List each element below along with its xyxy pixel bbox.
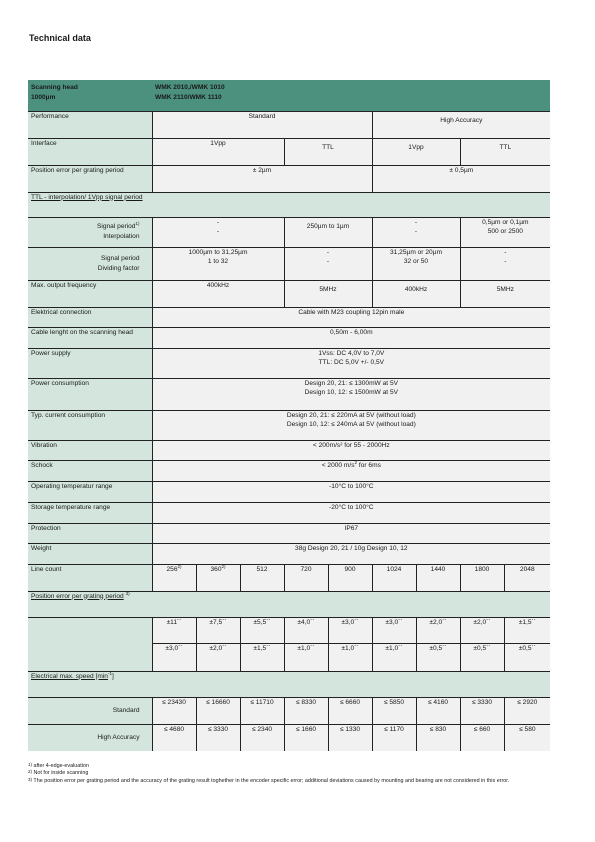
speed-cell: ≤ 11710 <box>240 697 284 724</box>
technical-data-table <box>28 80 550 751</box>
footnotes <box>28 763 548 785</box>
shock-row <box>28 460 550 481</box>
performance-row <box>28 111 550 138</box>
row-label: Protection <box>28 523 152 543</box>
position-error-cell: ±1,0´´ <box>284 643 328 671</box>
position-error-cell: ±3,0´´ <box>152 643 196 671</box>
row-label: Max. output frequency <box>28 280 152 307</box>
value-cell: 400kHz <box>152 280 284 307</box>
value-cell: 31,25µm or 20µm 32 or 50 <box>372 247 460 280</box>
page-title: Technical data <box>29 33 91 43</box>
interface-cell: 1Vpp <box>152 138 284 165</box>
value-cell: - - <box>372 217 460 247</box>
speed-cell: ≤ 580 <box>504 724 550 751</box>
speed-cell: ≤ 830 <box>416 724 460 751</box>
position-error-cell: ±0,5´´ <box>504 643 550 671</box>
value-cell: 38g Design 20, 21 / 10g Design 10, 12 <box>152 543 550 564</box>
weight-row <box>28 543 550 564</box>
position-error-standard: ± 2µm <box>152 165 372 192</box>
position-error-cell: ±11´´ <box>152 617 196 643</box>
position-error-cell: ±7,5´´ <box>196 617 240 643</box>
footnote: $^{2)}$ Not for inside scanning <box>28 769 89 777</box>
value-cell: 0,5µm or 0,1µm 500 or 2500 <box>460 217 550 247</box>
row-label: Operating temperatur range <box>28 481 152 502</box>
row-label: Vibration <box>28 440 152 460</box>
position-error-row <box>28 165 550 192</box>
speed-cell: ≤ 4160 <box>416 697 460 724</box>
speed-cell: ≤ 2340 <box>240 724 284 751</box>
value-cell: - - <box>152 217 284 247</box>
position-error-cell: ±2,0´´ <box>460 617 504 643</box>
header-row <box>28 80 550 111</box>
speed-cell: ≤ 4680 <box>152 724 196 751</box>
interface-cell: TTL <box>284 138 372 165</box>
section-title: TTL - interpolation/ 1Vpp signal period <box>28 192 550 217</box>
row-label: Storage temperature range <box>28 502 152 523</box>
line-count-cell: 1024 <box>372 564 416 591</box>
speed-section-row <box>28 671 550 697</box>
row-label: Line count <box>28 564 152 591</box>
position-error-cell: ±5,5´´ <box>240 617 284 643</box>
power-consumption-row <box>28 378 550 410</box>
position-error-row-1 <box>28 617 550 643</box>
value-cell: 0,50m - 6,00m <box>152 327 550 348</box>
performance-high: High Accuracy <box>372 111 550 138</box>
value-cell: -10°C to 100°C <box>152 481 550 502</box>
row-label: Standard <box>28 697 152 724</box>
line-count-row <box>28 564 550 591</box>
value-cell: - - <box>284 247 372 280</box>
row-label <box>28 617 152 643</box>
cable-length-row <box>28 327 550 348</box>
row-label: Signal period Dividing factor <box>28 247 152 280</box>
position-error-cell: ±1,5´´ <box>504 617 550 643</box>
row-label <box>28 643 152 671</box>
position-error-high: ± 0,5µm <box>372 165 550 192</box>
row-label: Signal period$^{1)}$ Interpolation <box>28 217 152 247</box>
header-right: WMK 2010,/WMK 1010 WMK 2110/WMK 1110 <box>152 80 550 111</box>
speed-cell: ≤ 6660 <box>328 697 372 724</box>
speed-cell: ≤ 23430 <box>152 697 196 724</box>
speed-cell: ≤ 1330 <box>328 724 372 751</box>
value-cell: Cable with M23 coupling 12pin male <box>152 307 550 327</box>
value-cell: < 200m/s² for 55 - 2000Hz <box>152 440 550 460</box>
power-supply-row <box>28 348 550 378</box>
speed-cell: ≤ 660 <box>460 724 504 751</box>
speed-cell: ≤ 5850 <box>372 697 416 724</box>
value-cell: 5MHz <box>460 280 550 307</box>
speed-cell: ≤ 3330 <box>460 697 504 724</box>
header-left: Scanning head 1000µm <box>28 80 152 111</box>
row-label: Typ. current consumption <box>28 410 152 440</box>
position-error-cell: ±1,5´´ <box>240 643 284 671</box>
line-count-cell: 2048 <box>504 564 550 591</box>
speed-cell: ≤ 2920 <box>504 697 550 724</box>
position-error-cell: ±2,0´´ <box>196 643 240 671</box>
section-title: Position error per grating period $^{3)}$ <box>28 591 550 617</box>
position-error-cell: ±3,0´´ <box>328 617 372 643</box>
footnote: $^{3)}$ The position error per grating period and the accuracy of the grating result toghether in the encoder specific error; additional deviations caused by mounting and bearing are not considered in this error. <box>28 776 510 784</box>
value-cell: < 2000 $m/s^2$ for 6ms <box>152 460 550 481</box>
performance-standard: Standard <box>152 111 372 138</box>
speed-cell: ≤ 16660 <box>196 697 240 724</box>
position-error-cell: ±0,5´´ <box>460 643 504 671</box>
value-cell: 1000µm to 31,25µm 1 to 32 <box>152 247 284 280</box>
speed-cell: ≤ 8330 <box>284 697 328 724</box>
line-count-cell: 1440 <box>416 564 460 591</box>
vibration-row <box>28 440 550 460</box>
section-title: Electrical max. speed $[\min^{-1}]$ <box>28 671 550 697</box>
line-count-cell: 360$^{2)}$ <box>196 564 240 591</box>
line-count-cell: 900 <box>328 564 372 591</box>
interface-cell: 1Vpp <box>372 138 460 165</box>
position-error-cell: ±1,0´´ <box>372 643 416 671</box>
row-label: Power supply <box>28 348 152 378</box>
row-label: Cable lenght on the scanning head <box>28 327 152 348</box>
value-cell: 400kHz <box>372 280 460 307</box>
value-cell: 250µm to 1µm <box>284 217 372 247</box>
position-error-cell: ±1,0´´ <box>328 643 372 671</box>
line-count-cell: 720 <box>284 564 328 591</box>
speed-high-accuracy-row <box>28 724 550 751</box>
row-label: Elektrical connection <box>28 307 152 327</box>
value-cell: - - <box>460 247 550 280</box>
footnote: $^{1)}$ after 4-edge-evaluation <box>28 762 89 769</box>
row-label: Performance <box>28 111 152 138</box>
speed-standard-row <box>28 697 550 724</box>
position-section-row <box>28 591 550 617</box>
protection-row <box>28 523 550 543</box>
max-frequency-row <box>28 280 550 307</box>
interface-cell: TTL <box>460 138 550 165</box>
value-cell: -20°C to 100°C <box>152 502 550 523</box>
connection-row <box>28 307 550 327</box>
value-cell: IP67 <box>152 523 550 543</box>
position-error-row-2 <box>28 643 550 671</box>
value-cell: 1Vss: DC 4,0V to 7,0V TTL: DC 5,0V +/- 0,5V <box>152 348 550 378</box>
row-label: High Accuracy <box>28 724 152 751</box>
position-error-cell: ±0,5´´ <box>416 643 460 671</box>
operating-temp-row <box>28 481 550 502</box>
row-label: Interface <box>28 138 152 165</box>
line-count-cell: 1800 <box>460 564 504 591</box>
interface-row <box>28 138 550 165</box>
speed-cell: ≤ 1170 <box>372 724 416 751</box>
line-count-cell: 512 <box>240 564 284 591</box>
speed-cell: ≤ 3330 <box>196 724 240 751</box>
row-label: Position error per grating period <box>28 165 152 192</box>
row-label: Weight <box>28 543 152 564</box>
current-consumption-row <box>28 410 550 440</box>
value-cell: 5MHz <box>284 280 372 307</box>
row-label: Power consumption <box>28 378 152 410</box>
position-error-cell: ±4,0´´ <box>284 617 328 643</box>
dividing-factor-row <box>28 247 550 280</box>
value-cell: Design 20, 21: ≤ 220mA at 5V (without load) Design 10, 12: ≤ 240mA at 5V (without load) <box>152 410 550 440</box>
ttl-section-row <box>28 192 550 217</box>
value-cell: Design 20, 21: ≤ 1300mW at 5V Design 10, 12: ≤ 1500mW at 5V <box>152 378 550 410</box>
position-error-cell: ±3,0´´ <box>372 617 416 643</box>
storage-temp-row <box>28 502 550 523</box>
signal-period-row <box>28 217 550 247</box>
speed-cell: ≤ 1660 <box>284 724 328 751</box>
line-count-cell: 256$^{2)}$ <box>152 564 196 591</box>
row-label: Schock <box>28 460 152 481</box>
position-error-cell: ±2,0´´ <box>416 617 460 643</box>
